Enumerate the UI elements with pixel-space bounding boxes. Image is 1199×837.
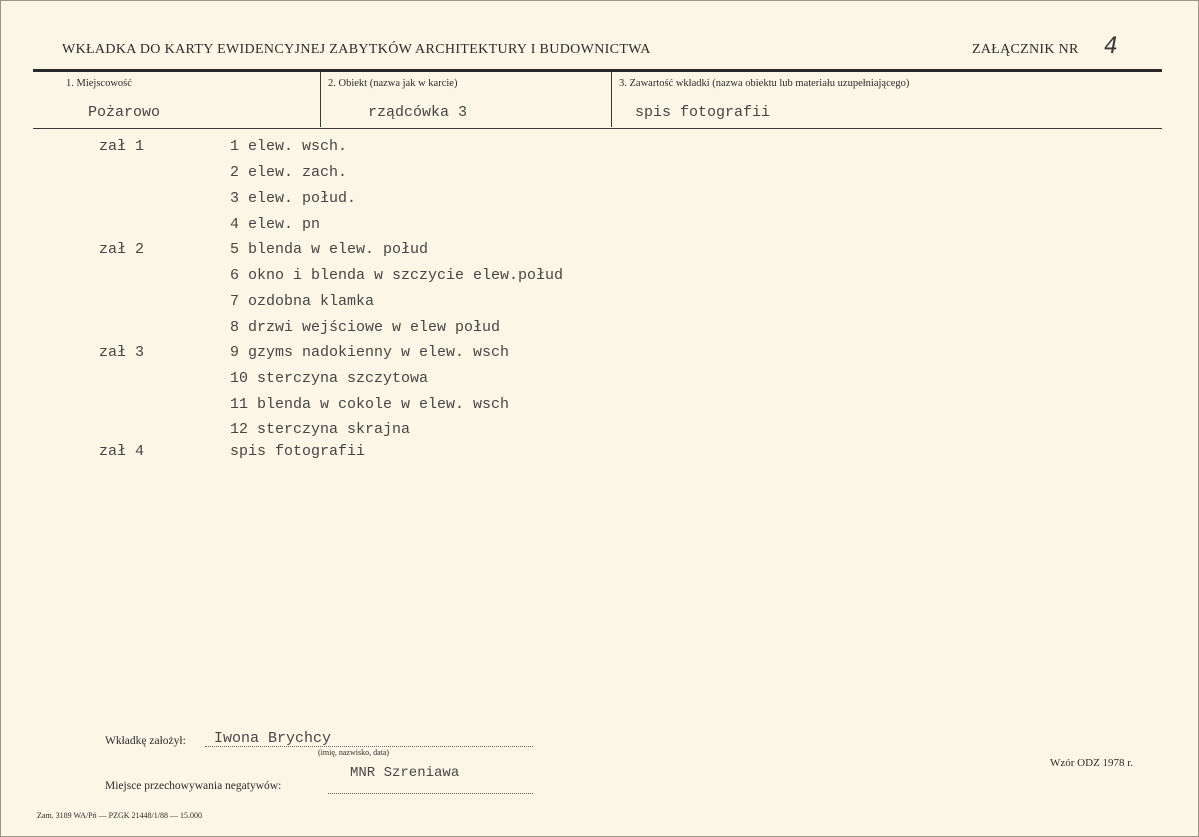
storage-label: Miejsce przechowywania negatywów: (105, 780, 282, 792)
attachment-label: zał 1 (99, 138, 145, 155)
photo-list-item: 5 blenda w elew. połud (230, 241, 429, 258)
column-heading-locality: 1. Miejscowość (66, 78, 132, 89)
photo-list-item: 10 sterczyna szczytowa (230, 370, 429, 387)
photo-list-item: 7 ozdobna klamka (230, 293, 375, 310)
attachment-label: zał 3 (99, 344, 145, 361)
founder-dotted-line (205, 746, 533, 747)
photo-list-item: 4 elew. pn (230, 216, 321, 233)
template-version: Wzór ODZ 1978 r. (1050, 757, 1134, 769)
header-rule-bottom (33, 128, 1162, 129)
storage-value: MNR Szreniawa (350, 765, 460, 781)
photo-list-item: 9 gzyms nadokienny w elew. wsch (230, 344, 510, 361)
column-divider (611, 72, 612, 127)
photo-list-item: 1 elew. wsch. (230, 138, 348, 155)
founder-value: Iwona Brychcy (214, 730, 332, 747)
founder-label: Wkładkę założył: (105, 735, 186, 747)
annex-number: 4 (1104, 34, 1118, 59)
locality-value: Pożarowo (88, 104, 161, 121)
photo-list-item: 2 elew. zach. (230, 164, 348, 181)
photo-list-item: 12 sterczyna skrajna (230, 421, 411, 438)
column-heading-content: 3. Zawartość wkładki (nazwa obiektu lub materiału uzupełniającego) (619, 78, 910, 89)
column-divider (320, 72, 321, 127)
content-value: spis fotografii (635, 104, 771, 121)
founder-hint: (imię, nazwisko, data) (318, 748, 390, 757)
photo-list-item: spis fotografii (230, 443, 366, 460)
photo-list-item: 11 blenda w cokole w elew. wsch (230, 396, 510, 413)
header-rule-top (33, 69, 1162, 72)
photo-list-item: 3 elew. połud. (230, 190, 357, 207)
column-heading-object: 2. Obiekt (nazwa jak w karcie) (328, 78, 458, 89)
storage-dotted-line (328, 793, 533, 794)
print-note: Zam. 3189 WA/Pń — PZGK 21448/1/88 — 15.000 (37, 811, 202, 820)
object-value: rządcówka 3 (368, 104, 468, 121)
form-title: WKŁADKA DO KARTY EWIDENCYJNEJ ZABYTKÓW ARCHITEKTURY I BUDOWNICTWA (62, 42, 651, 57)
photo-list-item: 8 drzwi wejściowe w elew połud (230, 319, 501, 336)
attachment-label: zał 2 (99, 241, 145, 258)
photo-list-item: 6 okno i blenda w szczycie elew.połud (230, 267, 564, 284)
annex-label: ZAŁĄCZNIK NR (972, 42, 1079, 57)
attachment-label: zał 4 (99, 443, 145, 460)
